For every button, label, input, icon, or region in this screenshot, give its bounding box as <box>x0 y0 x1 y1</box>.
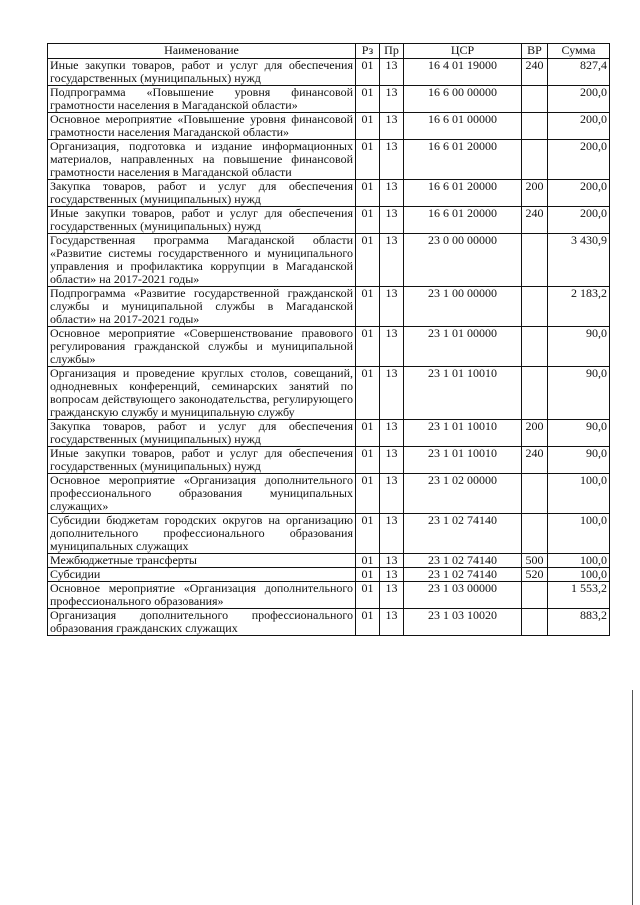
cell-sum: 200,0 <box>548 180 610 207</box>
cell-csr: 16 6 01 20000 <box>404 140 522 180</box>
cell-rz: 01 <box>356 86 380 113</box>
cell-sum: 3 430,9 <box>548 234 610 287</box>
cell-vr <box>522 582 548 609</box>
cell-vr: 240 <box>522 207 548 234</box>
cell-sum: 200,0 <box>548 113 610 140</box>
cell-vr: 200 <box>522 180 548 207</box>
cell-vr <box>522 113 548 140</box>
header-sum: Сумма <box>548 44 610 59</box>
cell-sum: 100,0 <box>548 554 610 568</box>
table-row <box>48 447 610 474</box>
header-rz: Рз <box>356 44 380 59</box>
cell-name: Основное мероприятие «Совершенствование правового регулирования гражданской службы и муниципальной службы» <box>48 327 356 367</box>
cell-sum: 90,0 <box>548 367 610 420</box>
table-header-row <box>48 44 610 59</box>
cell-csr: 23 1 02 00000 <box>404 474 522 514</box>
cell-vr <box>522 367 548 420</box>
cell-pr: 13 <box>380 287 404 327</box>
cell-sum: 90,0 <box>548 327 610 367</box>
cell-csr: 23 1 00 00000 <box>404 287 522 327</box>
cell-rz: 01 <box>356 113 380 140</box>
cell-pr: 13 <box>380 609 404 636</box>
cell-rz: 01 <box>356 367 380 420</box>
cell-csr: 23 0 00 00000 <box>404 234 522 287</box>
cell-name: Закупка товаров, работ и услуг для обеспечения государственных (муниципальных) нужд <box>48 180 356 207</box>
cell-name: Субсидии <box>48 568 356 582</box>
cell-sum: 200,0 <box>548 207 610 234</box>
cell-pr: 13 <box>380 568 404 582</box>
header-csr: ЦСР <box>404 44 522 59</box>
cell-vr: 240 <box>522 447 548 474</box>
cell-pr: 13 <box>380 234 404 287</box>
cell-pr: 13 <box>380 59 404 86</box>
cell-csr: 23 1 03 00000 <box>404 582 522 609</box>
cell-name: Подпрограмма «Развитие государственной гражданской службы и муниципальной службы в Магаданской области» на 2017-2021 годы» <box>48 287 356 327</box>
cell-csr: 16 6 01 00000 <box>404 113 522 140</box>
cell-name: Организация и проведение круглых столов, совещаний, однодневных конференций, семинарских занятий по вопросам действующего законодательства, регулирующего гражданскую службу и муниципальную службу <box>48 367 356 420</box>
cell-vr <box>522 140 548 180</box>
cell-sum: 100,0 <box>548 474 610 514</box>
cell-csr: 16 6 00 00000 <box>404 86 522 113</box>
header-name: Наименование <box>48 44 356 59</box>
cell-sum: 100,0 <box>548 514 610 554</box>
cell-csr: 16 6 01 20000 <box>404 180 522 207</box>
cell-pr: 13 <box>380 447 404 474</box>
cell-vr: 240 <box>522 59 548 86</box>
header-pr: Пр <box>380 44 404 59</box>
cell-csr: 23 1 01 10010 <box>404 447 522 474</box>
table-row <box>48 554 610 568</box>
cell-rz: 01 <box>356 140 380 180</box>
cell-rz: 01 <box>356 447 380 474</box>
cell-vr <box>522 474 548 514</box>
cell-name: Иные закупки товаров, работ и услуг для обеспечения государственных (муниципальных) нужд <box>48 59 356 86</box>
table-row <box>48 568 610 582</box>
cell-rz: 01 <box>356 474 380 514</box>
cell-pr: 13 <box>380 86 404 113</box>
cell-rz: 01 <box>356 554 380 568</box>
cell-vr: 520 <box>522 568 548 582</box>
table-row <box>48 86 610 113</box>
cell-rz: 01 <box>356 582 380 609</box>
cell-name: Закупка товаров, работ и услуг для обеспечения государственных (муниципальных) нужд <box>48 420 356 447</box>
cell-vr <box>522 514 548 554</box>
cell-pr: 13 <box>380 113 404 140</box>
cell-vr <box>522 609 548 636</box>
cell-name: Основное мероприятие «Повышение уровня финансовой грамотности населения Магаданской области» <box>48 113 356 140</box>
cell-name: Субсидии бюджетам городских округов на организацию дополнительного профессионального образования муниципальных служащих <box>48 514 356 554</box>
table-row <box>48 140 610 180</box>
cell-vr <box>522 86 548 113</box>
table-row <box>48 207 610 234</box>
cell-pr: 13 <box>380 420 404 447</box>
cell-sum: 200,0 <box>548 140 610 180</box>
table-row <box>48 367 610 420</box>
cell-sum: 827,4 <box>548 59 610 86</box>
cell-rz: 01 <box>356 568 380 582</box>
cell-name: Организация, подготовка и издание информационных материалов, направленных на повышение финансовой грамотности населения в Магаданской области <box>48 140 356 180</box>
table-row <box>48 113 610 140</box>
cell-vr: 500 <box>522 554 548 568</box>
cell-sum: 883,2 <box>548 609 610 636</box>
cell-csr: 16 6 01 20000 <box>404 207 522 234</box>
cell-csr: 23 1 01 00000 <box>404 327 522 367</box>
cell-rz: 01 <box>356 327 380 367</box>
cell-pr: 13 <box>380 554 404 568</box>
cell-rz: 01 <box>356 420 380 447</box>
cell-name: Межбюджетные трансферты <box>48 554 356 568</box>
table-row <box>48 514 610 554</box>
cell-name: Иные закупки товаров, работ и услуг для обеспечения государственных (муниципальных) нужд <box>48 447 356 474</box>
table-row <box>48 180 610 207</box>
cell-sum: 1 553,2 <box>548 582 610 609</box>
table-row <box>48 59 610 86</box>
cell-name: Иные закупки товаров, работ и услуг для обеспечения государственных (муниципальных) нужд <box>48 207 356 234</box>
table-row <box>48 234 610 287</box>
cell-csr: 23 1 02 74140 <box>404 554 522 568</box>
cell-vr: 200 <box>522 420 548 447</box>
cell-csr: 23 1 02 74140 <box>404 568 522 582</box>
cell-sum: 100,0 <box>548 568 610 582</box>
cell-name: Подпрограмма «Повышение уровня финансовой грамотности населения в Магаданской области» <box>48 86 356 113</box>
scan-edge-line <box>632 690 633 905</box>
table-row <box>48 287 610 327</box>
cell-rz: 01 <box>356 234 380 287</box>
cell-pr: 13 <box>380 514 404 554</box>
table-row <box>48 420 610 447</box>
cell-vr <box>522 287 548 327</box>
cell-pr: 13 <box>380 140 404 180</box>
cell-pr: 13 <box>380 367 404 420</box>
cell-csr: 23 1 01 10010 <box>404 420 522 447</box>
cell-pr: 13 <box>380 180 404 207</box>
table-row <box>48 474 610 514</box>
cell-pr: 13 <box>380 582 404 609</box>
cell-name: Организация дополнительного профессионального образования гражданских служащих <box>48 609 356 636</box>
cell-vr <box>522 327 548 367</box>
cell-sum: 90,0 <box>548 447 610 474</box>
cell-name: Государственная программа Магаданской области «Развитие системы государственного и муниципального управления и профилактика коррупции в Магаданской области» на 2017-2021 годы» <box>48 234 356 287</box>
table-row <box>48 582 610 609</box>
cell-csr: 23 1 02 74140 <box>404 514 522 554</box>
cell-sum: 200,0 <box>548 86 610 113</box>
cell-sum: 90,0 <box>548 420 610 447</box>
table-row <box>48 609 610 636</box>
cell-csr: 23 1 01 10010 <box>404 367 522 420</box>
cell-pr: 13 <box>380 474 404 514</box>
cell-rz: 01 <box>356 59 380 86</box>
cell-rz: 01 <box>356 180 380 207</box>
cell-rz: 01 <box>356 207 380 234</box>
cell-rz: 01 <box>356 609 380 636</box>
cell-rz: 01 <box>356 514 380 554</box>
header-vr: ВР <box>522 44 548 59</box>
cell-pr: 13 <box>380 327 404 367</box>
cell-name: Основное мероприятие «Организация дополнительного профессионального образования» <box>48 582 356 609</box>
cell-sum: 2 183,2 <box>548 287 610 327</box>
table-row <box>48 327 610 367</box>
cell-csr: 16 4 01 19000 <box>404 59 522 86</box>
cell-name: Основное мероприятие «Организация дополнительного профессионального образования муниципальных служащих» <box>48 474 356 514</box>
cell-pr: 13 <box>380 207 404 234</box>
cell-vr <box>522 234 548 287</box>
cell-csr: 23 1 03 10020 <box>404 609 522 636</box>
budget-table <box>47 43 610 636</box>
cell-rz: 01 <box>356 287 380 327</box>
